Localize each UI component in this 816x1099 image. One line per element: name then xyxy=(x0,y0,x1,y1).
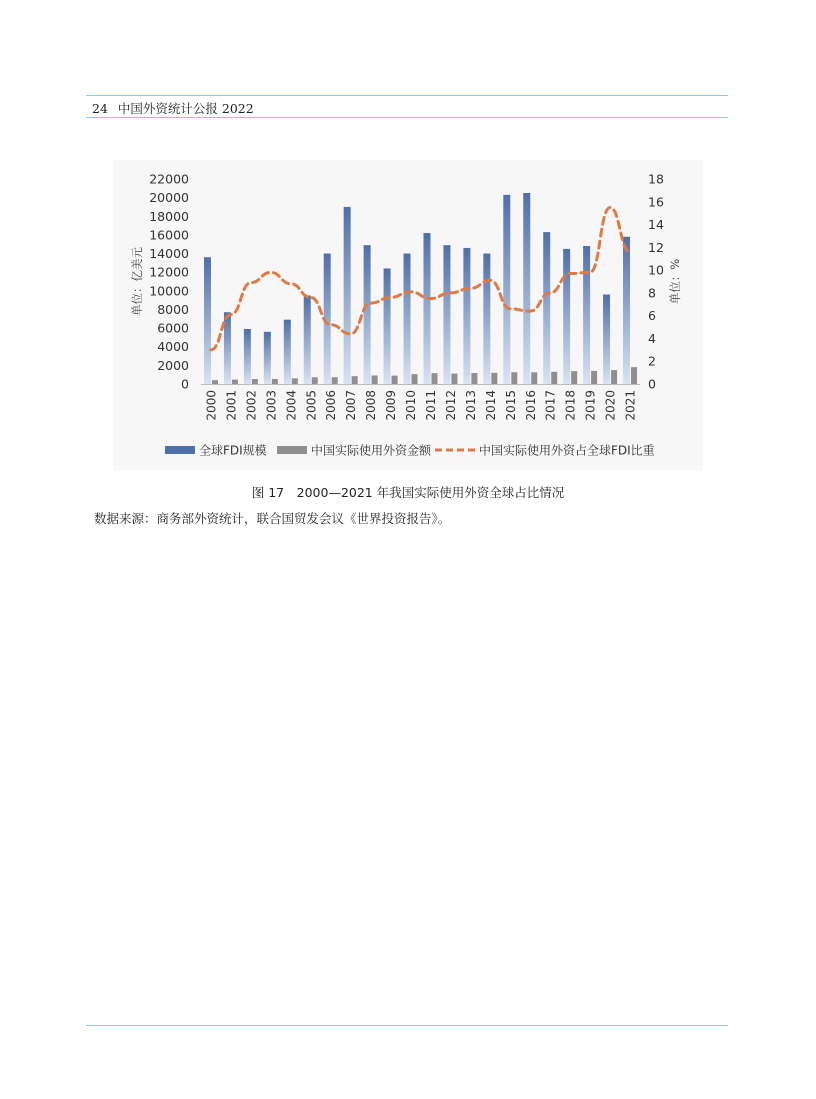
publication-title: 中国外资统计公报 2022 xyxy=(117,101,254,116)
x-axis-tick-label: 2009 xyxy=(384,390,399,421)
legend-label-global-fdi: 全球FDI规模 xyxy=(199,443,267,458)
global-fdi-bar xyxy=(523,193,530,384)
x-axis-tick-label: 2011 xyxy=(423,390,438,421)
china-fdi-bar xyxy=(471,373,477,384)
legend-label-china-fdi: 中国实际使用外资金额 xyxy=(311,443,432,458)
left-axis-tick-label: 10000 xyxy=(149,283,189,299)
header-bottom-rule xyxy=(86,117,728,118)
x-axis-tick-label: 2006 xyxy=(324,390,339,421)
global-fdi-bar xyxy=(304,295,311,384)
global-fdi-bar xyxy=(364,245,371,384)
left-axis-tick-label: 14000 xyxy=(149,246,189,262)
global-fdi-bar xyxy=(404,254,411,384)
footer-rule xyxy=(86,1025,728,1026)
figure-caption: 图 17 2000—2021 年我国实际使用外资全球占比情况 xyxy=(251,485,565,500)
right-axis-title: 单位：% xyxy=(668,258,682,305)
left-axis-tick-label: 6000 xyxy=(157,320,189,336)
x-axis-tick-label: 2018 xyxy=(563,390,578,421)
x-axis-tick-label: 2021 xyxy=(623,390,638,421)
right-axis-tick-label: 6 xyxy=(648,308,656,324)
global-fdi-bar xyxy=(463,248,470,384)
china-fdi-bar xyxy=(511,372,517,384)
china-fdi-bar xyxy=(252,379,258,384)
x-axis-tick-label: 2008 xyxy=(364,390,379,421)
china-fdi-bar xyxy=(531,372,537,384)
left-axis-tick-label: 8000 xyxy=(157,301,189,317)
left-axis-tick-label: 2000 xyxy=(157,357,189,373)
china-fdi-bar xyxy=(551,372,557,384)
x-axis-tick-label: 2010 xyxy=(404,390,419,421)
right-axis-tick-label: 16 xyxy=(648,194,664,210)
china-fdi-bar xyxy=(611,370,617,384)
global-fdi-bar xyxy=(543,232,550,384)
x-axis-tick-label: 2017 xyxy=(543,390,558,421)
global-fdi-bar xyxy=(583,246,590,384)
global-fdi-bar xyxy=(244,329,251,384)
china-fdi-bar xyxy=(392,376,398,384)
global-fdi-bar xyxy=(483,254,490,384)
left-axis-tick-label: 22000 xyxy=(149,171,189,187)
china-fdi-bar xyxy=(451,374,457,384)
global-fdi-bar xyxy=(563,249,570,384)
page-number: 24 xyxy=(92,101,108,116)
x-axis-tick-label: 2005 xyxy=(304,390,319,421)
left-axis-tick-label: 18000 xyxy=(149,208,189,224)
global-fdi-bar xyxy=(623,237,630,384)
global-fdi-bar xyxy=(503,195,510,384)
china-fdi-bar xyxy=(332,377,338,384)
china-fdi-bar xyxy=(292,378,298,384)
x-axis-tick-label: 2019 xyxy=(583,390,598,421)
legend-label-share: 中国实际使用外资占全球FDI比重 xyxy=(479,443,655,458)
china-fdi-bar xyxy=(431,373,437,384)
china-fdi-bar xyxy=(272,379,278,384)
right-axis-tick-label: 10 xyxy=(648,262,664,278)
fdi-share-chart xyxy=(113,160,703,470)
left-axis-tick-label: 0 xyxy=(181,376,189,392)
right-axis-tick-label: 18 xyxy=(648,171,664,187)
x-axis-tick-label: 2007 xyxy=(344,390,359,421)
global-fdi-bar xyxy=(423,233,430,384)
left-axis-title: 单位：亿美元 xyxy=(130,247,144,316)
right-axis-tick-label: 8 xyxy=(648,285,656,301)
x-axis-tick-label: 2020 xyxy=(603,390,618,421)
global-fdi-bar xyxy=(344,207,351,384)
global-fdi-bar xyxy=(264,332,271,384)
right-axis-tick-label: 0 xyxy=(648,376,656,392)
x-axis-tick-label: 2004 xyxy=(284,390,299,421)
global-fdi-bar xyxy=(384,268,391,384)
china-fdi-bar xyxy=(491,373,497,384)
data-source-note: 数据来源：商务部外资统计，联合国贸发会议《世界投资报告》。 xyxy=(94,511,451,526)
global-fdi-bar xyxy=(603,295,610,384)
china-fdi-bar xyxy=(312,377,318,384)
x-axis-tick-label: 2016 xyxy=(523,390,538,421)
x-axis-tick-label: 2003 xyxy=(264,390,279,421)
legend-swatch-china-fdi xyxy=(277,446,307,454)
x-axis-tick-label: 2013 xyxy=(463,390,478,421)
x-axis-tick-label: 2001 xyxy=(224,390,239,421)
global-fdi-bar xyxy=(284,320,291,384)
x-axis-tick-label: 2015 xyxy=(503,390,518,421)
right-axis-tick-label: 14 xyxy=(648,217,664,233)
left-axis-tick-label: 12000 xyxy=(149,264,189,280)
left-axis-tick-label: 4000 xyxy=(157,339,189,355)
right-axis-tick-label: 4 xyxy=(648,330,656,346)
x-axis-tick-label: 2012 xyxy=(443,390,458,421)
china-fdi-bar xyxy=(631,367,637,384)
china-fdi-bar xyxy=(212,380,218,384)
x-axis-tick-label: 2000 xyxy=(204,390,219,421)
china-fdi-bar xyxy=(232,380,238,384)
global-fdi-bar xyxy=(443,245,450,384)
china-fdi-bar xyxy=(352,376,358,384)
header-top-rule xyxy=(86,95,728,96)
x-axis-tick-label: 2014 xyxy=(483,390,498,421)
china-fdi-bar xyxy=(412,374,418,384)
china-fdi-bar xyxy=(591,371,597,384)
legend-swatch-global-fdi xyxy=(165,446,195,454)
china-fdi-bar xyxy=(571,371,577,384)
global-fdi-bar xyxy=(204,257,211,384)
page-header xyxy=(92,99,254,117)
china-fdi-bar xyxy=(372,375,378,384)
x-axis-tick-label: 2002 xyxy=(244,390,259,421)
left-axis-tick-label: 20000 xyxy=(149,190,189,206)
chart-svg xyxy=(113,160,703,470)
left-axis-tick-label: 16000 xyxy=(149,227,189,243)
right-axis-tick-label: 12 xyxy=(648,239,664,255)
right-axis-tick-label: 2 xyxy=(648,353,656,369)
